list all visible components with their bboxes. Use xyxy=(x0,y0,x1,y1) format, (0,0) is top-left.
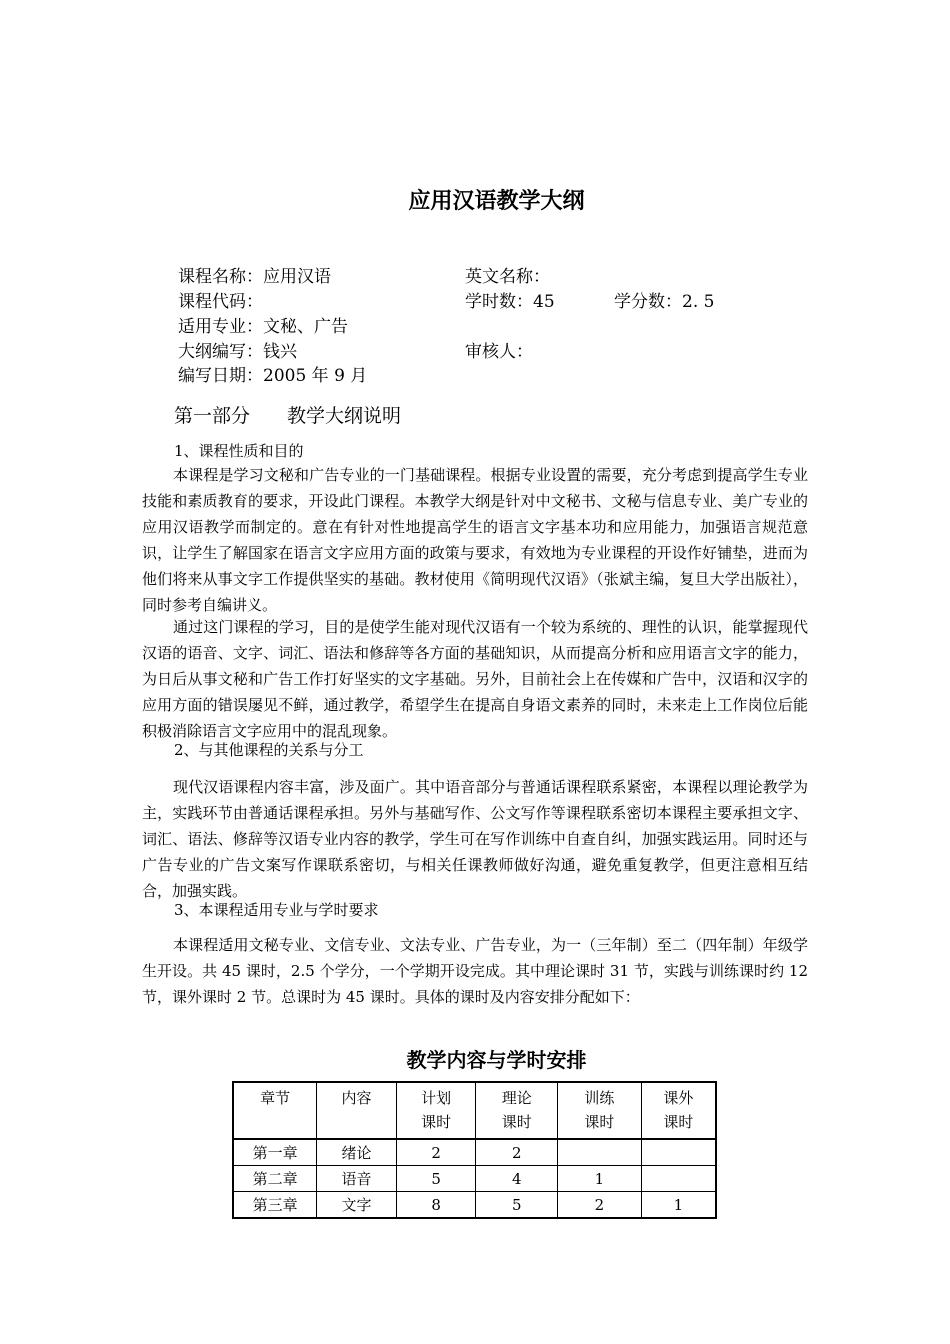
table-cell: 2 xyxy=(558,1192,642,1219)
section-heading-2: 2、与其他课程的关系与分工 xyxy=(174,741,364,759)
section-heading-1: 1、课程性质和目的 xyxy=(174,442,304,460)
table-cell xyxy=(641,1166,716,1192)
course-code: 课程代码： xyxy=(178,292,263,312)
paragraph-1: 本课程是学习文秘和广告专业的一门基础课程。根据专业设置的需要，充分考虑到提高学生专业技能和素质教育的要求，开设此门课程。本教学大纲是针对中文秘书、文秘与信息专业、美广专业的应用汉语教学而制定的。意在有针对性地提高学生的语言文字基本功和应用能力，加强语言规范意识，让学生了解国家在语言文字应用方面的政策与要求，有效地为专业课程的开设作好铺垫，进而为他们将来从事文字工作提供坚实的基础。教材使用《简明现代汉语》（张斌主编，复旦大学出版社），同时参考自编讲义。 xyxy=(142,466,808,614)
table-cell: 5 xyxy=(396,1166,476,1192)
table-cell xyxy=(641,1139,716,1166)
table-cell: 语音 xyxy=(317,1166,397,1192)
table-cell: 2 xyxy=(396,1139,476,1166)
table-cell xyxy=(558,1139,642,1166)
table-row xyxy=(233,1166,716,1192)
table-cell: 文字 xyxy=(317,1192,397,1219)
english-name: 英文名称： xyxy=(465,267,550,287)
course-name: 课程名称：应用汉语 xyxy=(178,267,331,287)
part-heading xyxy=(174,401,438,428)
part-number: 第一部分 xyxy=(174,405,251,427)
table-cell: 8 xyxy=(396,1192,476,1219)
table-cell: 5 xyxy=(476,1192,558,1219)
header-cell: 理论 课时 xyxy=(476,1082,558,1139)
paragraph-4: 本课程适用文秘专业、文信专业、文法专业、广告专业，为一（三年制）至二（四年制）年级学生开设。共 45 课时，2.5 个学分，一个学期开设完成。其中理论课时 31 节，实践与训练课时约 12 节，课外课时 2 节。总课时为 45 课时。具体的课时及内容安排分配如下： xyxy=(142,936,808,1006)
hours: 学时数：45 xyxy=(465,292,555,312)
table-cell: 第三章 xyxy=(233,1192,317,1219)
table-row xyxy=(233,1139,716,1166)
table-header-row xyxy=(233,1082,716,1139)
table-title: 教学内容与学时安排 xyxy=(406,1048,587,1072)
major: 适用专业：文秘、广告 xyxy=(178,317,348,337)
table-cell: 第一章 xyxy=(233,1139,317,1166)
schedule-table xyxy=(232,1081,717,1219)
table-cell: 2 xyxy=(476,1139,558,1166)
credits: 学分数：2. 5 xyxy=(614,292,715,312)
header-cell: 计划 课时 xyxy=(396,1082,476,1139)
table-cell: 1 xyxy=(558,1166,642,1192)
table-cell: 1 xyxy=(641,1192,716,1219)
document-title: 应用汉语教学大纲 xyxy=(408,189,585,214)
table-cell: 第二章 xyxy=(233,1166,317,1192)
header-cell: 章节 xyxy=(233,1082,317,1139)
table-row xyxy=(233,1192,716,1219)
author: 大纲编写：钱兴 xyxy=(178,342,297,362)
header-cell: 训练 课时 xyxy=(558,1082,642,1139)
header-cell: 课外 课时 xyxy=(641,1082,716,1139)
paragraph-3: 现代汉语课程内容丰富，涉及面广。其中语音部分与普通话课程联系紧密，本课程以理论教学为主，实践环节由普通话课程承担。另外与基础写作、公文写作等课程联系密切本课程主要承担文字、词汇、语法、修辞等汉语专业内容的教学，学生可在写作训练中自查自纠，加强实践运用。同时还与广告专业的广告文案写作课联系密切，与相关任课教师做好沟通，避免重复教学，但更注意相互结合，加强实践。 xyxy=(142,778,808,900)
table-cell: 4 xyxy=(476,1166,558,1192)
paragraph-2: 通过这门课程的学习，目的是使学生能对现代汉语有一个较为系统的、理性的认识，能掌握现代汉语的语音、文字、词汇、语法和修辞等各方面的基础知识，从而提高分析和应用语言文字的能力，为日后从事文秘和广告工作打好坚实的文字基础。另外，目前社会上在传媒和广告中，汉语和汉字的应用方面的错误屡见不鲜，通过教学，希望学生在提高自身语文素养的同时，未来走上工作岗位后能积极消除语言文字应用中的混乱现象。 xyxy=(142,618,808,740)
part-title: 教学大纲说明 xyxy=(287,405,402,427)
table-cell: 绪论 xyxy=(317,1139,397,1166)
section-heading-3: 3、本课程适用专业与学时要求 xyxy=(174,901,379,919)
date: 编写日期：2005 年 9 月 xyxy=(178,366,368,386)
reviewer: 审核人： xyxy=(465,342,533,362)
header-cell: 内容 xyxy=(317,1082,397,1139)
